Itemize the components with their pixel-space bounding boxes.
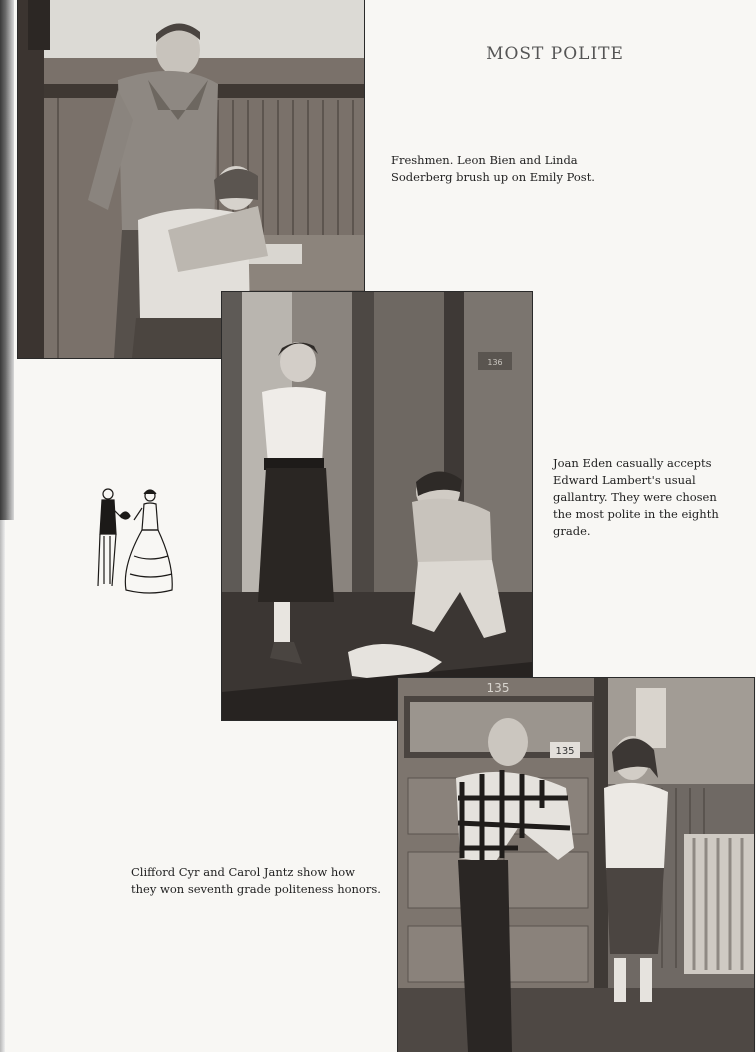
page-title: MOST POLITE (486, 44, 624, 64)
couple-illustration (82, 486, 174, 596)
binding-edge (0, 0, 14, 520)
caption-seventh-line-2: they won seventh grade politeness honors. (131, 882, 381, 896)
caption-freshmen-line-2: Soderberg brush up on Emily Post. (391, 170, 595, 184)
photo-seventh-grade (398, 678, 754, 1052)
caption-eighth-line-3: gallantry. They were chosen (553, 490, 717, 504)
caption-eighth-grade (553, 455, 733, 540)
photo-eighth-grade (222, 292, 532, 720)
caption-eighth-line-2: Edward Lambert's usual (553, 473, 696, 487)
caption-freshmen (391, 152, 621, 186)
binding-edge-lower (0, 520, 5, 1052)
door-number-side: 136 (487, 358, 503, 367)
caption-eighth-line-5: grade. (553, 524, 591, 538)
caption-seventh-grade (131, 864, 381, 898)
door-number-top: 135 (486, 681, 510, 695)
door-number-plate: 135 (555, 746, 575, 757)
caption-eighth-line-4: the most polite in the eighth (553, 507, 719, 521)
photo-eighth-grade-image (222, 292, 532, 720)
caption-seventh-line-1: Clifford Cyr and Carol Jantz show how (131, 865, 356, 879)
caption-eighth-line-1: Joan Eden casually accepts (553, 456, 712, 470)
caption-freshmen-line-1: Freshmen. Leon Bien and Linda (391, 153, 578, 167)
photo-seventh-grade-image (398, 678, 754, 1052)
